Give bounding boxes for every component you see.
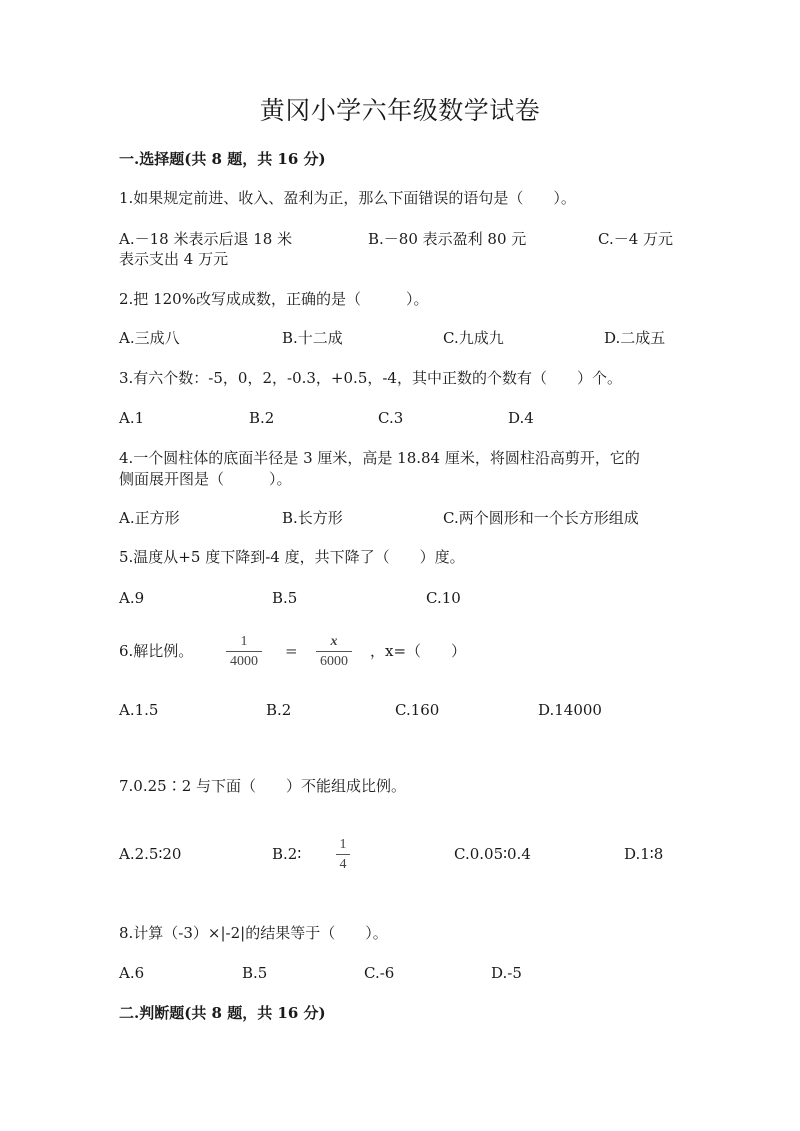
fraction-numerator: x xyxy=(330,634,338,649)
q4-option-a[interactable]: A.正方形 xyxy=(119,509,180,527)
q3-option-a[interactable]: A.1 xyxy=(119,409,145,427)
q7-option-b[interactable]: B.2∶ xyxy=(272,845,302,863)
fraction-denominator: 4000 xyxy=(230,654,258,669)
q8-option-b[interactable]: B.5 xyxy=(242,964,268,982)
question-2: 2.把 120%改写成成数，正确的是（ ）。 xyxy=(119,290,429,308)
q7-option-d[interactable]: D.1∶8 xyxy=(624,845,664,863)
question-8: 8.计算（-3）×|-2|的结果等于（ ）。 xyxy=(119,924,388,942)
q3-option-c[interactable]: C.3 xyxy=(378,409,404,427)
fraction-numerator: 1 xyxy=(240,634,248,649)
q5-option-a[interactable]: A.9 xyxy=(119,589,145,607)
page-title: 黄冈小学六年级数学试卷 xyxy=(259,96,541,125)
fraction-1-over-4000 xyxy=(226,633,262,670)
fraction-x-over-6000 xyxy=(316,633,352,670)
q3-option-b[interactable]: B.2 xyxy=(249,409,275,427)
fraction-bar xyxy=(316,651,352,652)
section-heading-choice: 一.选择题(共 8 题，共 16 分) xyxy=(119,150,326,168)
question-4-line-2: 侧面展开图是（ ）。 xyxy=(119,470,292,488)
question-1: 1.如果规定前进、收入、盈利为正，那么下面错误的语句是（ ）。 xyxy=(119,189,576,207)
q4-option-b[interactable]: B.长方形 xyxy=(282,509,343,527)
fraction-denominator: 6000 xyxy=(320,654,348,669)
q2-option-c[interactable]: C.九成九 xyxy=(443,329,504,347)
question-3: 3.有六个数：-5，0，2，-0.3，+0.5，-4，其中正数的个数有（ ）个。 xyxy=(119,369,622,387)
question-7: 7.0.25∶2 与下面（ ）不能组成比例。 xyxy=(119,777,407,795)
q1-option-c-continued: 表示支出 4 万元 xyxy=(119,250,229,268)
q3-option-d[interactable]: D.4 xyxy=(508,409,534,427)
fraction-denominator: 4 xyxy=(339,857,347,872)
equals-sign: = xyxy=(285,642,298,660)
q8-option-c[interactable]: C.-6 xyxy=(364,964,395,982)
q6-option-d[interactable]: D.14000 xyxy=(538,701,602,719)
question-6-tail: ，x=（ ） xyxy=(370,642,467,660)
fraction-bar xyxy=(226,651,262,652)
q7-option-a[interactable]: A.2.5∶20 xyxy=(119,845,182,863)
q2-option-d[interactable]: D.二成五 xyxy=(604,329,666,347)
q4-option-c[interactable]: C.两个圆形和一个长方形组成 xyxy=(443,509,639,527)
q8-option-a[interactable]: A.6 xyxy=(119,964,145,982)
q7-option-c[interactable]: C.0.05∶0.4 xyxy=(454,845,531,863)
q1-option-a[interactable]: A.－18 米表示后退 18 米 xyxy=(119,230,293,248)
q2-option-b[interactable]: B.十二成 xyxy=(282,329,343,347)
question-5: 5.温度从+5 度下降到-4 度，共下降了（ ）度。 xyxy=(119,548,465,566)
section-heading-judgement: 二.判断题(共 8 题，共 16 分) xyxy=(119,1004,326,1022)
q2-option-a[interactable]: A.三成八 xyxy=(119,329,180,347)
fraction-1-over-4 xyxy=(336,836,350,873)
fraction-numerator: 1 xyxy=(339,837,347,852)
question-6: 6.解比例。 xyxy=(119,642,194,660)
q5-option-c[interactable]: C.10 xyxy=(426,589,461,607)
q6-option-b[interactable]: B.2 xyxy=(266,701,292,719)
q6-option-a[interactable]: A.1.5 xyxy=(119,701,159,719)
question-4-line-1: 4.一个圆柱体的底面半径是 3 厘米，高是 18.84 厘米，将圆柱沿高剪开，它的 xyxy=(119,449,640,467)
q5-option-b[interactable]: B.5 xyxy=(272,589,298,607)
q1-option-b[interactable]: B.－80 表示盈利 80 元 xyxy=(368,230,527,248)
q1-option-c[interactable]: C.－4 万元 xyxy=(598,230,674,248)
q6-option-c[interactable]: C.160 xyxy=(395,701,440,719)
q8-option-d[interactable]: D.-5 xyxy=(491,964,522,982)
fraction-bar xyxy=(336,854,350,855)
